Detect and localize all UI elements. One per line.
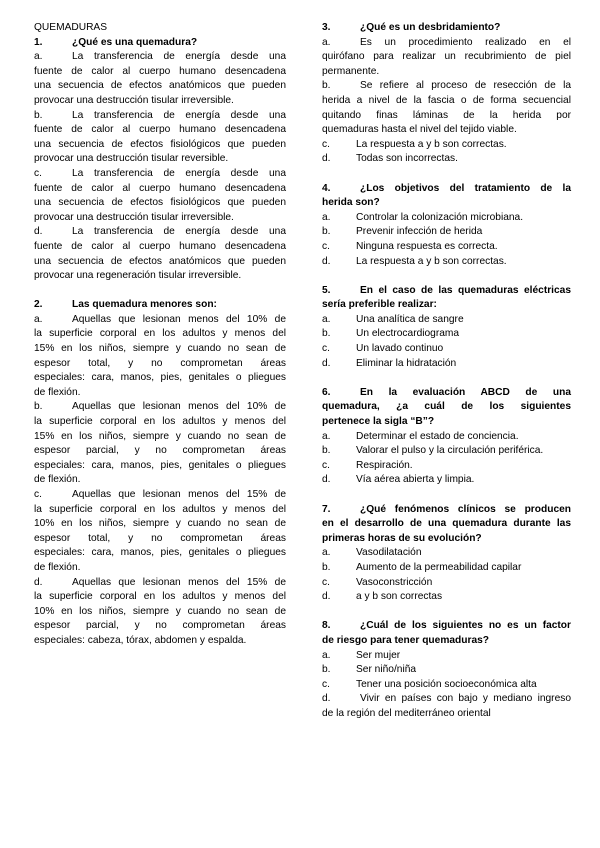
answer-option [322,473,571,488]
question-text: En la evaluación ABCD de una [360,386,571,398]
option-letter: c. [322,459,330,471]
question-title [322,386,571,430]
option-line [322,561,571,576]
answer-option [322,357,571,372]
option-line [34,109,286,124]
option-line: especiales: cabeza, tórax, abdomen y espalda. [34,634,247,646]
option-letter: c. [34,167,42,179]
option-line [322,225,571,240]
option-line: espesor parcial, y no comprometan áreas [34,445,286,457]
option-text: Ser niño/niña [356,664,417,676]
option-letter: c. [322,678,330,690]
option-letter: c. [322,240,330,252]
option-line [322,663,571,678]
option-letter: c. [322,576,330,588]
option-text: Todas son incorrectas. [356,153,458,165]
option-letter: a. [34,51,43,63]
option-line [322,79,571,94]
question-title [322,503,571,547]
question-text: ¿Los objetivos del tratamiento de la [360,182,571,194]
option-line: especiales: cara, manos, pies, genitales o pliegues [34,459,286,471]
option-line [322,430,571,445]
answer-option [322,79,571,137]
spacer [322,488,571,503]
option-line: la superficie corporal en los adultos y menos del [34,503,286,515]
question-number: 6. [322,386,331,398]
question-line [322,503,571,518]
option-text: La transferencia de energía desde una [72,226,286,238]
option-line: 10% en los niños, siempre y cuando no sean de [34,518,286,530]
option-line [322,36,571,51]
answer-option [322,225,571,240]
option-line: de la región del mediterráneo oriental [322,707,491,719]
option-letter: d. [34,576,43,588]
option-letter: c. [322,138,330,150]
question-line [322,619,571,634]
answer-option [322,692,571,721]
answer-option [322,576,571,591]
option-line: espesor total, y no comprometan áreas [34,357,286,369]
answer-option [34,109,286,167]
question-number: 4. [322,182,331,194]
question-line: pertenece la sigla “B”? [322,416,435,428]
option-letter: d. [322,474,331,486]
question-text: ¿Cuál de los siguientes no es un factor [360,620,571,632]
answer-option [34,50,286,108]
question-number: 7. [322,503,331,515]
option-line: de flexión. [34,386,81,398]
option-letter: c. [322,343,330,355]
option-line [322,692,571,707]
option-text: Eliminar la hidratación [356,357,457,369]
option-line [322,327,571,342]
option-letter: b. [34,109,43,121]
answer-option [322,546,571,561]
option-line: quitando finas láminas de la herida por [322,109,571,121]
right-column [322,21,571,722]
option-line [322,649,571,664]
option-letter: b. [322,445,331,457]
question-number: 8. [322,620,331,632]
option-letter: a. [322,547,331,559]
question-line: de riesgo para tener quemaduras? [322,634,490,646]
option-text: Aumento de la permeabilidad capilar [356,561,522,573]
option-letter: d. [34,226,43,238]
option-line [34,225,286,240]
question-line [322,21,571,36]
option-line [322,576,571,591]
option-line [322,590,571,605]
option-text: Se refiere al proceso de resección de la [360,80,571,92]
answer-option [322,211,571,226]
option-text: Es un procedimiento realizado en el [360,36,571,48]
answer-option [34,576,286,649]
option-text: Vasodilatación [356,547,422,559]
option-text: La respuesta a y b son correctas. [356,138,507,150]
option-line: provocar una destrucción tisular irreversible. [34,211,234,223]
question-text: ¿Qué es una quemadura? [72,36,198,48]
answer-option [322,430,571,445]
answer-option [322,255,571,270]
question-text: En el caso de las quemaduras eléctricas [360,284,571,296]
answer-option [322,342,571,357]
document-title: QUEMADURAS [34,22,108,33]
option-line: 10% en los niños, siempre y cuando no sean de [34,605,286,617]
option-text: Controlar la colonización microbiana. [356,211,524,223]
question-line: sería preferible realizar: [322,299,437,311]
option-text: Vía aérea abierta y limpia. [356,474,475,486]
option-letter: d. [322,693,331,705]
answer-option [322,313,571,328]
option-line [322,357,571,372]
option-line: la superficie corporal en los adultos y menos del [34,416,286,428]
option-letter: b. [322,226,331,238]
answer-option [322,240,571,255]
option-line: una secuencia de efectos fisiológicos que pueden [34,197,286,209]
answer-option [322,152,571,167]
answer-option [322,590,571,605]
option-letter: b. [34,401,43,413]
option-line: fuente de calor al cuerpo humano desencadena [34,124,286,136]
option-line: de flexión. [34,561,81,573]
option-line: especiales: cara, manos, pies, genitales o pliegues [34,547,286,559]
question-title [322,619,571,648]
option-line [322,255,571,270]
option-letter: a. [34,313,43,325]
option-text: Ninguna respuesta es correcta. [356,240,498,252]
option-text: Determinar el estado de conciencia. [356,430,519,442]
question-line: en el desarrollo de una quemadura durante las [322,518,571,530]
question-title [322,182,571,211]
answer-option [34,225,286,283]
option-line [322,152,571,167]
option-line [322,313,571,328]
option-letter: d. [322,591,331,603]
option-line: 15% en los niños, siempre y cuando no sean de [34,430,286,442]
option-line: fuente de calor al cuerpo humano desencadena [34,182,286,194]
answer-option [34,313,286,401]
answer-option [322,663,571,678]
option-text: Prevenir infección de herida [356,226,483,238]
answer-option [322,36,571,80]
option-text: Vasoconstricción [356,576,433,588]
option-text: Respiración. [356,459,413,471]
option-line: la superficie corporal en los adultos y menos del [34,328,286,340]
question-line: herida son? [322,197,380,209]
option-text: La transferencia de energía desde una [72,109,286,121]
option-line: provocar una destrucción tisular irreversible. [34,94,234,106]
option-text: Un lavado continuo [356,343,444,355]
option-line [322,211,571,226]
question-text: ¿Qué es un desbridamiento? [360,22,501,33]
option-letter: b. [322,664,331,676]
option-text: La transferencia de energía desde una [72,51,286,63]
option-line: provocar una destrucción tisular reversible. [34,153,229,165]
option-text: Un electrocardiograma [356,328,460,340]
option-text: a y b son correctas [356,591,443,603]
question-number: 3. [322,22,331,33]
option-letter: b. [322,328,331,340]
option-line [322,459,571,474]
option-text: Aquellas que lesionan menos del 15% de [72,489,286,500]
option-line: provocar una regeneración tisular irreversible. [34,270,242,282]
option-line [322,546,571,561]
question-title [322,21,571,36]
answer-option [322,444,571,459]
option-text: Aquellas que lesionan menos del 15% de [72,576,286,588]
option-line: herida a nivel de la fascia o de forma secuencial [322,94,571,106]
question-line [322,182,571,197]
option-line [34,167,286,182]
option-line: quirófano para realizar un recubrimiento de piel [322,51,571,63]
question-line [322,284,571,299]
spacer [322,269,571,284]
option-text: La transferencia de energía desde una [72,167,286,179]
answer-option [322,138,571,153]
spacer [322,167,571,182]
option-text: Ser mujer [356,649,401,661]
answer-option [322,327,571,342]
option-text: Valorar el pulso y la circulación periférica. [356,445,544,457]
option-line: una secuencia de efectos anatómicos que pueden [34,255,286,267]
option-text: Vivir en países con bajo y mediano ingreso [360,693,571,705]
question-number: 1. [34,36,43,48]
spacer [34,284,286,299]
option-line: permanente. [322,65,380,77]
answer-option [34,400,286,488]
option-text: La respuesta a y b son correctas. [356,255,507,267]
option-text: Una analítica de sangre [356,313,464,325]
answer-option [322,459,571,474]
question-number: 2. [34,299,43,311]
option-line [34,576,286,591]
answer-option [322,678,571,693]
question-title [34,298,286,313]
question-title [322,284,571,313]
option-text: Aquellas que lesionan menos del 10% de [72,401,286,413]
option-line: una secuencia de efectos anatómicos que pueden [34,80,286,92]
option-line [322,138,571,153]
option-letter: b. [322,561,331,573]
option-line [322,444,571,459]
option-line: la superficie corporal en los adultos y menos del [34,591,286,603]
option-text: Aquellas que lesionan menos del 10% de [72,313,286,325]
option-letter: a. [322,36,331,48]
option-line: fuente de calor al cuerpo humano desencadena [34,65,286,77]
option-line: quemaduras hasta el nivel del tejido viable. [322,124,517,136]
answer-option [34,488,286,576]
question-title [34,36,286,51]
option-line: especiales: cara, manos, pies, genitales o pliegues [34,372,286,384]
option-letter: b. [322,80,331,92]
option-line: de flexión. [34,474,81,486]
question-line: quemadura, ¿a cuál de los siguientes [322,401,571,413]
question-number: 5. [322,284,331,296]
spacer [322,605,571,620]
question-line: primeras horas de su evolución? [322,532,482,544]
option-line [34,400,286,415]
option-line [34,313,286,328]
option-line [322,473,571,488]
answer-option [34,167,286,225]
spacer [322,371,571,386]
question-text: Las quemadura menores son: [72,299,217,311]
option-line [322,678,571,693]
option-letter: d. [322,153,331,165]
option-line: espesor total, y no comprometan áreas [34,532,286,544]
option-letter: a. [322,211,331,223]
left-column [34,21,286,649]
option-line [34,50,286,65]
option-letter: d. [322,255,331,267]
option-line [322,342,571,357]
option-letter: a. [322,313,331,325]
option-letter: a. [322,649,331,661]
question-line [322,386,571,401]
option-line [34,488,286,503]
answer-option [322,561,571,576]
question-text: ¿Qué fenómenos clínicos se producen [360,503,571,515]
option-line: espesor parcial, y no comprometan áreas [34,620,286,632]
answer-option [322,649,571,664]
option-line: una secuencia de efectos fisiológicos que pueden [34,138,286,150]
option-line: fuente de calor al cuerpo humano desencadena [34,240,286,252]
option-letter: a. [322,430,331,442]
option-letter: d. [322,357,331,369]
option-text: Tener una posición socioeconómica alta [356,678,537,690]
option-line: 15% en los niños, siempre y cuando no sean de [34,343,286,355]
option-letter: c. [34,489,42,500]
option-line [322,240,571,255]
